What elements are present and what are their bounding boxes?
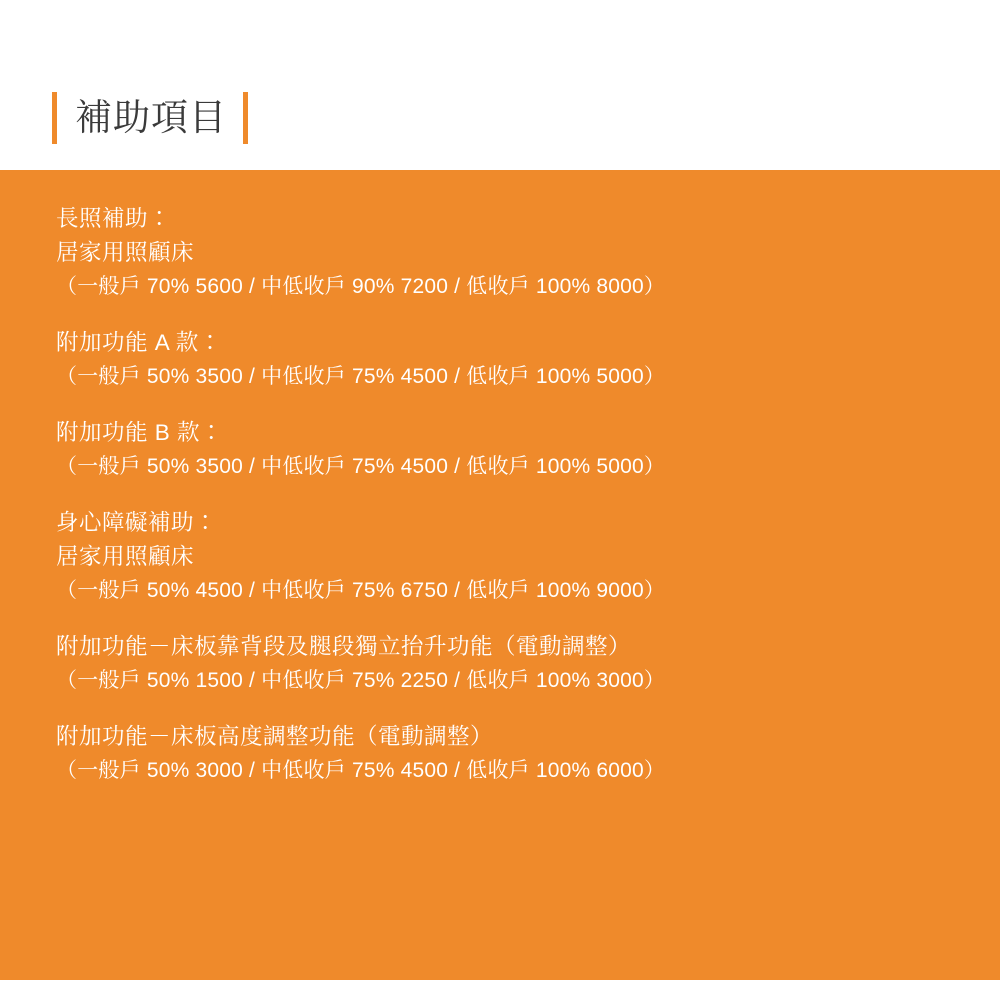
subsidy-line: 居家用照顧床 (56, 544, 195, 569)
subsidy-block-addon-b (56, 416, 944, 484)
subsidy-line: （一般戶 70% 5600 / 中低收戶 90% 7200 / 低收戶 100% 8000） (56, 275, 666, 298)
subsidy-line: 附加功能 B 款： (56, 420, 224, 445)
subsidy-panel (0, 170, 1000, 980)
footer-strip (0, 980, 1000, 1000)
subsidy-line: （一般戶 50% 1500 / 中低收戶 75% 2250 / 低收戶 100% 3000） (56, 669, 666, 692)
subsidy-line: 附加功能 A 款： (56, 330, 222, 355)
subsidy-block-addon-height-adjust (56, 720, 944, 788)
page-header (0, 0, 1000, 170)
subsidy-line: 身心障礙補助： (56, 510, 218, 535)
subsidy-block-addon-a (56, 326, 944, 394)
subsidy-line: （一般戶 50% 3500 / 中低收戶 75% 4500 / 低收戶 100% 5000） (56, 365, 666, 388)
subsidy-line: 附加功能－床板靠背段及腿段獨立抬升功能（電動調整） (56, 634, 632, 659)
subsidy-block-addon-backrest-leg-lift (56, 630, 944, 698)
subsidy-line: （一般戶 50% 3500 / 中低收戶 75% 4500 / 低收戶 100% 5000） (56, 455, 666, 478)
page-title: 補助項目 (75, 97, 227, 138)
subsidy-block-disability-home-bed (56, 506, 944, 608)
subsidy-line: （一般戶 50% 3000 / 中低收戶 75% 4500 / 低收戶 100% 6000） (56, 759, 666, 782)
subsidy-line: 居家用照顧床 (56, 240, 195, 265)
subsidy-block-long-term-care-home-bed (56, 202, 944, 304)
subsidy-line: 附加功能－床板高度調整功能（電動調整） (56, 724, 494, 749)
title-right-rule-icon (243, 92, 248, 144)
subsidy-line: 長照補助： (56, 206, 172, 231)
subsidy-line: （一般戶 50% 4500 / 中低收戶 75% 6750 / 低收戶 100% 9000） (56, 579, 666, 602)
page-title-group (52, 90, 248, 146)
